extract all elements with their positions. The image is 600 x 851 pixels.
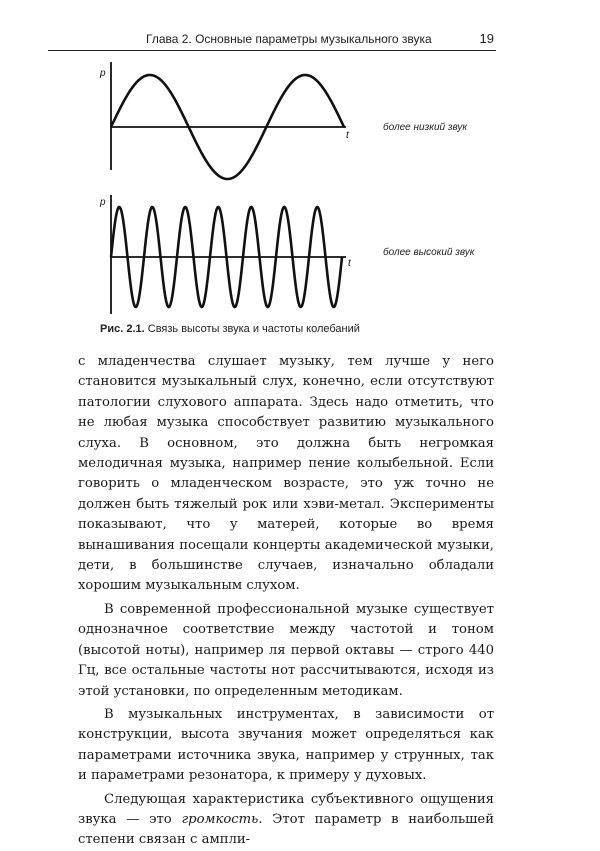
paragraph-4-end: . Этот параметр в наибольшей степени связан с ампли- — [78, 811, 494, 848]
paragraph-2: В современной профессиональной музыке существует однозначное соответствие между частотой и тоном (высотой ноты), например ля первой октавы — строго 440 Гц, все остальные частоты нот рассчитываются, исходя из этой установки, по определенным методикам. — [78, 601, 494, 699]
page-number: 19 — [479, 31, 494, 46]
wave-figure — [0, 0, 600, 340]
paragraph-1: с младенчества слушает музыку, тем лучше у него становится музыкальный слух, конечно, если отсутствуют патологии слухового аппарата. Здесь надо отметить, что не любая музыка способствует развитию музыкального слуха. В основном, это должна быть негромкая мелодичная музыка, например пение колыбельной. Если говорить о младенческом возрасте, это уж точно не должен быть тяжелый рок или хэви-метал. Эксперименты показывают, что у матерей, которые во время вынашивания посещали концерты академической музыки, дети, в большинстве случаев, изначально обладали хорошим музыкальным слухом. — [78, 354, 494, 594]
low-sound-label: более низкий звук — [383, 122, 468, 133]
figure-caption — [100, 323, 360, 335]
top-axis-t: t — [346, 130, 349, 141]
bottom-axis-p: p — [100, 197, 106, 208]
body-text — [78, 352, 494, 851]
chapter-title: Глава 2. Основные параметры музыкального звука — [146, 32, 432, 46]
paragraph-3: В музыкальных инструментах, в зависимости от конструкции, высота звучания может определяться как параметрами источника звука, например у струнных, так и параметрами резонатора, к примеру у духовых. — [78, 706, 494, 784]
term-loudness: громкость — [181, 811, 259, 827]
high-sound-label: более высокий звук — [383, 247, 475, 258]
paragraph-4-start: Следующая характеристика субъективного ощущения звука — это — [78, 791, 494, 827]
caption-text: Связь высоты звука и частоты колебаний — [144, 323, 360, 335]
caption-prefix: Рис. 2.1. — [100, 323, 145, 335]
top-axis-p: p — [100, 68, 106, 79]
paragraph-4 — [78, 790, 494, 851]
bottom-axis-t: t — [348, 258, 351, 269]
